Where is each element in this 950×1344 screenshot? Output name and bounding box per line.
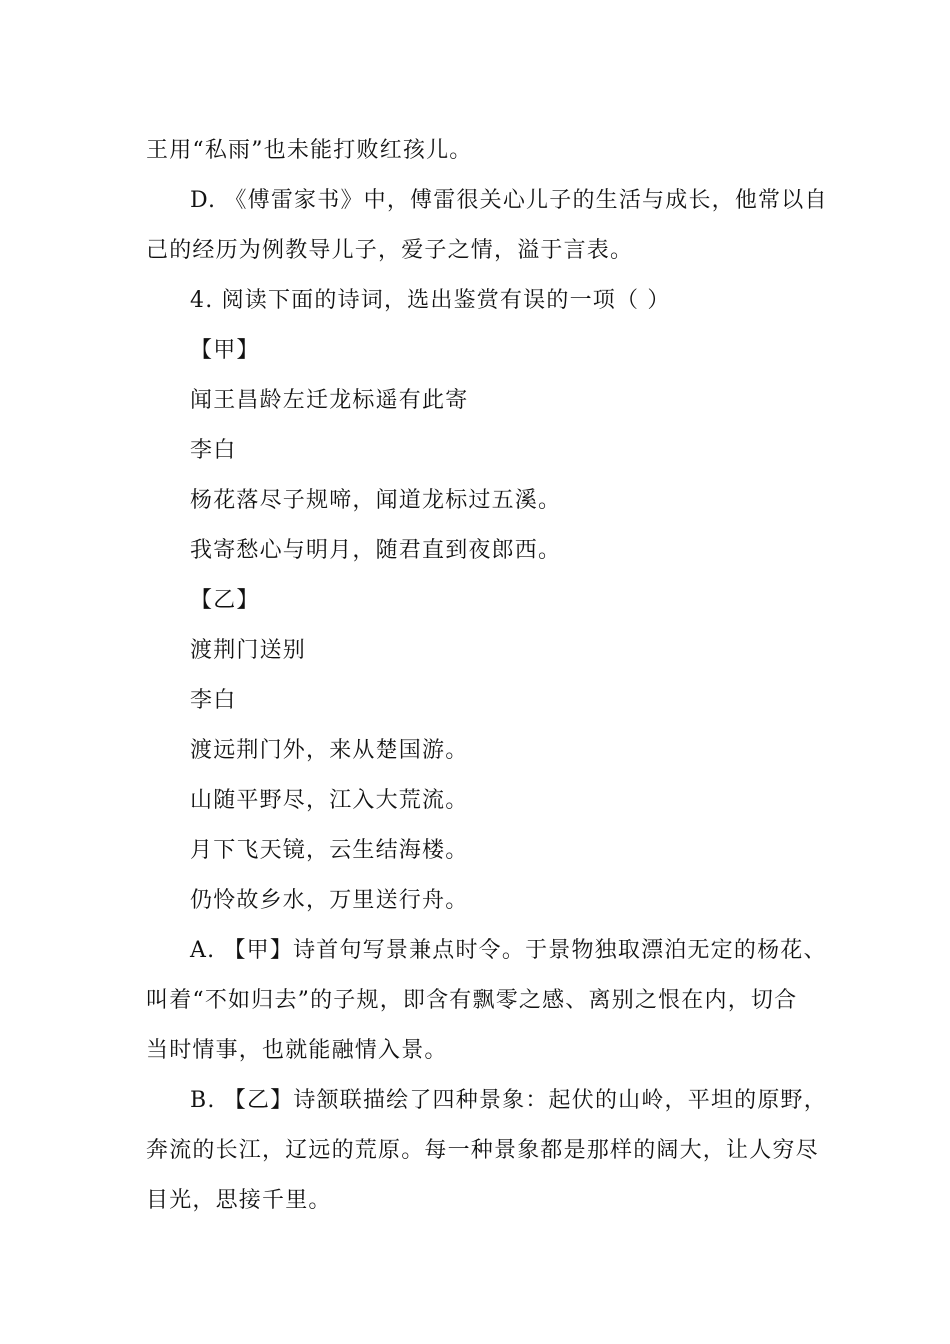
poem-b-line-2: 山随平野尽，江入大荒流。: [190, 788, 469, 813]
poem-a-label: 【甲】: [190, 338, 260, 363]
option-b-line-2: 奔流的长江，辽远的荒原。每一种景象都是那样的阔大，让人穷尽: [146, 1138, 819, 1163]
question-4-stem: 4. 阅读下面的诗词，选出鉴赏有误的一项（ ）: [190, 288, 671, 313]
option-b-line-1: B. 【乙】诗颔联描绘了四种景象：起伏的山岭，平坦的原野，: [190, 1088, 827, 1113]
poem-b-author: 李白: [190, 688, 237, 713]
poem-b-label: 【乙】: [190, 588, 260, 613]
option-a-line-1: A. 【甲】诗首句写景兼点时令。于景物独取漂泊无定的杨花、: [190, 938, 827, 963]
poem-b-line-4: 仍怜故乡水，万里送行舟。: [190, 888, 469, 913]
poem-b-line-1: 渡远荆门外，来从楚国游。: [190, 738, 469, 763]
option-d-line-2: 己的经历为例教导儿子，爱子之情，溢于言表。: [146, 238, 634, 263]
option-d-line-1: D. 《傅雷家书》中，傅雷很关心儿子的生活与成长，他常以自: [190, 188, 828, 213]
poem-a-line-1: 杨花落尽子规啼，闻道龙标过五溪。: [190, 488, 562, 513]
text-line: 王用“私雨”也未能打败红孩儿。: [146, 138, 473, 163]
poem-a-line-2: 我寄愁心与明月，随君直到夜郎西。: [190, 538, 562, 563]
option-b-line-3: 目光，思接千里。: [146, 1188, 332, 1213]
option-a-line-2: 叫着“不如归去”的子规，即含有飘零之感、离别之恨在内，切合: [146, 988, 798, 1013]
poem-a-title: 闻王昌龄左迁龙标遥有此寄: [190, 388, 469, 413]
poem-b-title: 渡荆门送别: [190, 638, 307, 663]
poem-a-author: 李白: [190, 438, 237, 463]
option-a-line-3: 当时情事，也就能融情入景。: [146, 1038, 448, 1063]
poem-b-line-3: 月下飞天镜，云生结海楼。: [190, 838, 469, 863]
